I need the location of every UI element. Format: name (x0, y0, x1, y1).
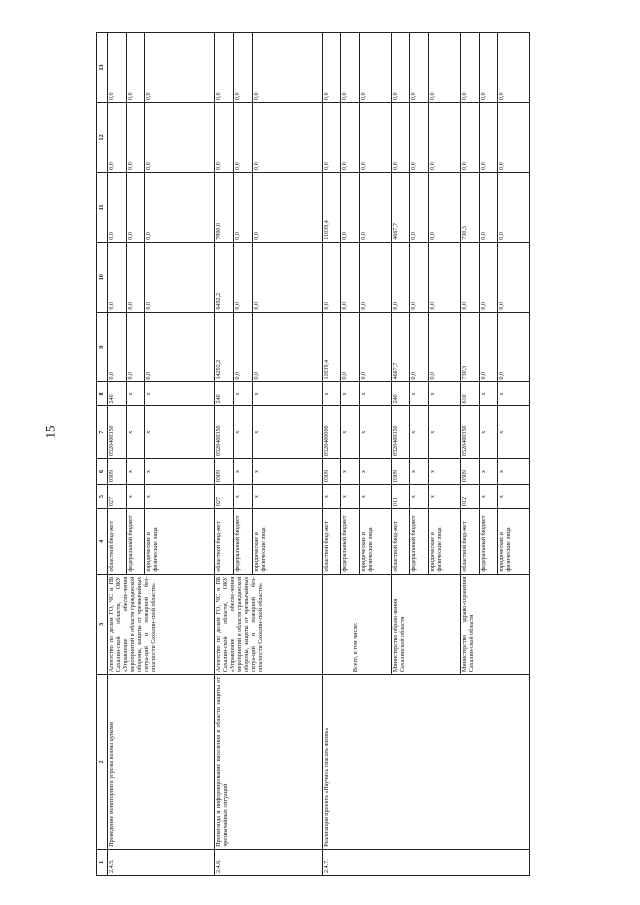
cell: 0,0 (234, 33, 253, 103)
col-header: 6 (97, 458, 108, 484)
cell: х (360, 382, 392, 406)
cell: 0,0 (126, 33, 145, 103)
cell: х (252, 485, 322, 509)
cell: 0,0 (322, 33, 341, 103)
cell: х (341, 458, 360, 484)
row-number: 2.4.6. (215, 849, 322, 875)
cell: 011 (391, 485, 410, 509)
cell: 0,0 (410, 102, 429, 172)
cell: 0,0 (126, 242, 145, 312)
source-regional: областной бюд-жет (108, 509, 127, 575)
cell: 0520400350 (460, 406, 479, 458)
cell: 730,3 (460, 312, 479, 382)
cell: 0,0 (215, 33, 234, 103)
cell: 0,0 (498, 33, 530, 103)
page-number: 15 (42, 425, 58, 439)
cell: 0,0 (410, 312, 429, 382)
cell: 0,0 (360, 102, 392, 172)
cell: 012 (460, 485, 479, 509)
cell: 0,0 (145, 312, 215, 382)
cell: 0520400350 (215, 406, 234, 458)
cell: 240 (391, 382, 410, 406)
cell: 0520400350 (391, 406, 410, 458)
cell: 4667,7 (391, 312, 410, 382)
cell: 0309 (391, 458, 410, 484)
cell: 0309 (322, 458, 341, 484)
header-row (97, 33, 108, 876)
cell: 0,0 (108, 312, 127, 382)
executor: Министерство образо-вания Сахалинской области (391, 574, 460, 674)
col-header: 10 (97, 242, 108, 312)
cell: 0,0 (479, 33, 498, 103)
source-regional: областной бюд-жет (391, 509, 410, 575)
col-header: 3 (97, 574, 108, 674)
cell: 0,0 (145, 242, 215, 312)
cell: х (360, 406, 392, 458)
cell: 0,0 (145, 102, 215, 172)
activity-name: Проведение мониторинга угрозы волны цунами (108, 675, 215, 850)
cell: 0309 (460, 458, 479, 484)
cell: 0,0 (126, 102, 145, 172)
cell: х (429, 485, 461, 509)
cell: х (341, 382, 360, 406)
cell: 0520400350 (108, 406, 127, 458)
cell: 0520400000 (322, 406, 341, 458)
cell: 0,0 (391, 242, 410, 312)
cell: х (126, 382, 145, 406)
cell: х (234, 485, 253, 509)
cell: 0,0 (429, 102, 461, 172)
cell: 0,0 (498, 312, 530, 382)
cell: х (498, 485, 530, 509)
cell: х (429, 406, 461, 458)
executor: Агентство по делам ГО, ЧС и ПБ Сахалин-ской области, ОКУ «Управление обеспе-чения мероприятий в области гражданской обороны, защиты от чрезвычайных ситуа-ций и пожарной без-опасности Сахалин-ской области» (215, 574, 322, 674)
cell: 0,0 (360, 242, 392, 312)
col-header: 9 (97, 312, 108, 382)
cell: 0,0 (479, 102, 498, 172)
cell: 11039,4 (322, 312, 341, 382)
cell: 610 (460, 382, 479, 406)
cell: х (479, 406, 498, 458)
cell: 0,0 (145, 33, 215, 103)
source-federal: федеральный бюджет (410, 509, 429, 575)
table-row (322, 33, 341, 876)
cell: 0,0 (341, 242, 360, 312)
cell: 0,0 (252, 172, 322, 242)
source-legal: юридические и физические лица (360, 509, 392, 575)
activity-name: Пропаганда и информирование населения в области защиты от чрезвычайных ситуаций (215, 675, 322, 850)
cell: х (126, 458, 145, 484)
cell: 0,0 (391, 102, 410, 172)
cell: 0309 (215, 458, 234, 484)
cell: 0,0 (429, 172, 461, 242)
row-number: 2.4.7. (322, 849, 529, 875)
col-header: 11 (97, 172, 108, 242)
cell: 0,0 (252, 33, 322, 103)
activity-name: Реализация проекта «Научись спасать жизнь» (322, 675, 529, 850)
cell: 0,0 (429, 33, 461, 103)
cell: 0,0 (341, 102, 360, 172)
cell: 0,0 (322, 242, 341, 312)
cell: х (410, 406, 429, 458)
cell: 0,0 (498, 102, 530, 172)
cell: 0,0 (360, 33, 392, 103)
cell: х (252, 406, 322, 458)
cell: х (126, 485, 145, 509)
source-regional: областной бюд-жет (215, 509, 234, 575)
cell: 0,0 (252, 102, 322, 172)
cell: х (479, 458, 498, 484)
cell: х (360, 458, 392, 484)
cell: х (145, 485, 215, 509)
source-legal: юридические и физические лица (252, 509, 322, 575)
cell: х (126, 406, 145, 458)
cell: 0,0 (360, 172, 392, 242)
cell: 0,0 (215, 102, 234, 172)
executor: Агентство по делам ГО, ЧС и ПБ Сахалин-ской области, ОКУ «Управление обеспе-чения мероприятий в области гражданской обороны, защиты от чрезвычайных ситуа-ций и пожарной без-опасности Сахалин-ской области» (108, 574, 215, 674)
cell: 0,0 (341, 33, 360, 103)
cell: х (410, 382, 429, 406)
cell: х (429, 458, 461, 484)
source-legal: юридические и физические лица (429, 509, 461, 575)
executor: Министерство здраво-охранения Сахалин-ской области (460, 574, 529, 674)
col-header: 13 (97, 33, 108, 103)
cell: 4667,7 (391, 172, 410, 242)
cell: 0,0 (252, 312, 322, 382)
cell: х (322, 382, 341, 406)
rotated-table-container (96, 32, 530, 876)
cell: 0,0 (429, 242, 461, 312)
cell: 0,0 (108, 102, 127, 172)
cell: 6492,2 (215, 242, 234, 312)
source-legal: юридические и физические лица (498, 509, 530, 575)
cell: 730,3 (460, 172, 479, 242)
cell: 0,0 (498, 172, 530, 242)
cell: х (410, 458, 429, 484)
source-regional: областной бюд-жет (322, 509, 341, 575)
total-label: Всего, в том числе: (322, 574, 391, 674)
cell: 14292,2 (215, 312, 234, 382)
col-header: 1 (97, 849, 108, 875)
cell: 0,0 (360, 312, 392, 382)
cell: 0,0 (145, 172, 215, 242)
cell: х (410, 485, 429, 509)
cell: 0,0 (460, 33, 479, 103)
cell: х (341, 406, 360, 458)
cell: 240 (108, 382, 127, 406)
cell: х (234, 458, 253, 484)
cell: х (145, 382, 215, 406)
source-federal: федеральный бюджет (479, 509, 498, 575)
table-row (215, 33, 234, 876)
budget-table (96, 32, 530, 876)
col-header: 5 (97, 485, 108, 509)
cell: 0,0 (234, 242, 253, 312)
cell: 0,0 (460, 102, 479, 172)
cell: 0,0 (108, 172, 127, 242)
cell: х (234, 382, 253, 406)
cell: 0,0 (410, 172, 429, 242)
cell: 0,0 (479, 242, 498, 312)
source-legal: юридические и физические лица (145, 509, 215, 575)
cell: 0309 (108, 458, 127, 484)
cell: х (479, 382, 498, 406)
cell: 0,0 (322, 102, 341, 172)
cell: 0,0 (429, 312, 461, 382)
cell: 0,0 (460, 242, 479, 312)
cell: х (145, 406, 215, 458)
cell: 0,0 (234, 172, 253, 242)
cell: 0,0 (498, 242, 530, 312)
cell: х (322, 485, 341, 509)
col-header: 7 (97, 406, 108, 458)
cell: 0,0 (108, 33, 127, 103)
col-header: 8 (97, 382, 108, 406)
cell: х (252, 458, 322, 484)
cell: 0,0 (341, 172, 360, 242)
cell: х (234, 406, 253, 458)
cell: х (360, 485, 392, 509)
table-row (108, 33, 127, 876)
cell: 11039,4 (322, 172, 341, 242)
cell: 0,0 (252, 242, 322, 312)
col-header: 12 (97, 102, 108, 172)
cell: 7800,0 (215, 172, 234, 242)
cell: 0,0 (410, 33, 429, 103)
source-federal: федеральный бюджет (341, 509, 360, 575)
cell: х (479, 485, 498, 509)
cell: 0,0 (479, 172, 498, 242)
cell: 027 (108, 485, 127, 509)
cell: 0,0 (479, 312, 498, 382)
source-federal: федеральный бюджет (126, 509, 145, 575)
cell: 0,0 (126, 312, 145, 382)
col-header: 2 (97, 675, 108, 850)
cell: х (341, 485, 360, 509)
cell: 0,0 (234, 102, 253, 172)
cell: х (429, 382, 461, 406)
cell: х (498, 458, 530, 484)
cell: х (498, 382, 530, 406)
cell: х (252, 382, 322, 406)
row-number: 2.4.5. (108, 849, 215, 875)
source-federal: федеральный бюджет (234, 509, 253, 575)
cell: 0,0 (341, 312, 360, 382)
cell: 240 (215, 382, 234, 406)
cell: х (498, 406, 530, 458)
cell: 0,0 (410, 242, 429, 312)
source-regional: областной бюд-жет (460, 509, 479, 575)
cell: 0,0 (108, 242, 127, 312)
cell: 0,0 (391, 33, 410, 103)
col-header: 4 (97, 509, 108, 575)
cell: 0,0 (234, 312, 253, 382)
cell: 0,0 (126, 172, 145, 242)
cell: х (145, 458, 215, 484)
cell: 027 (215, 485, 234, 509)
